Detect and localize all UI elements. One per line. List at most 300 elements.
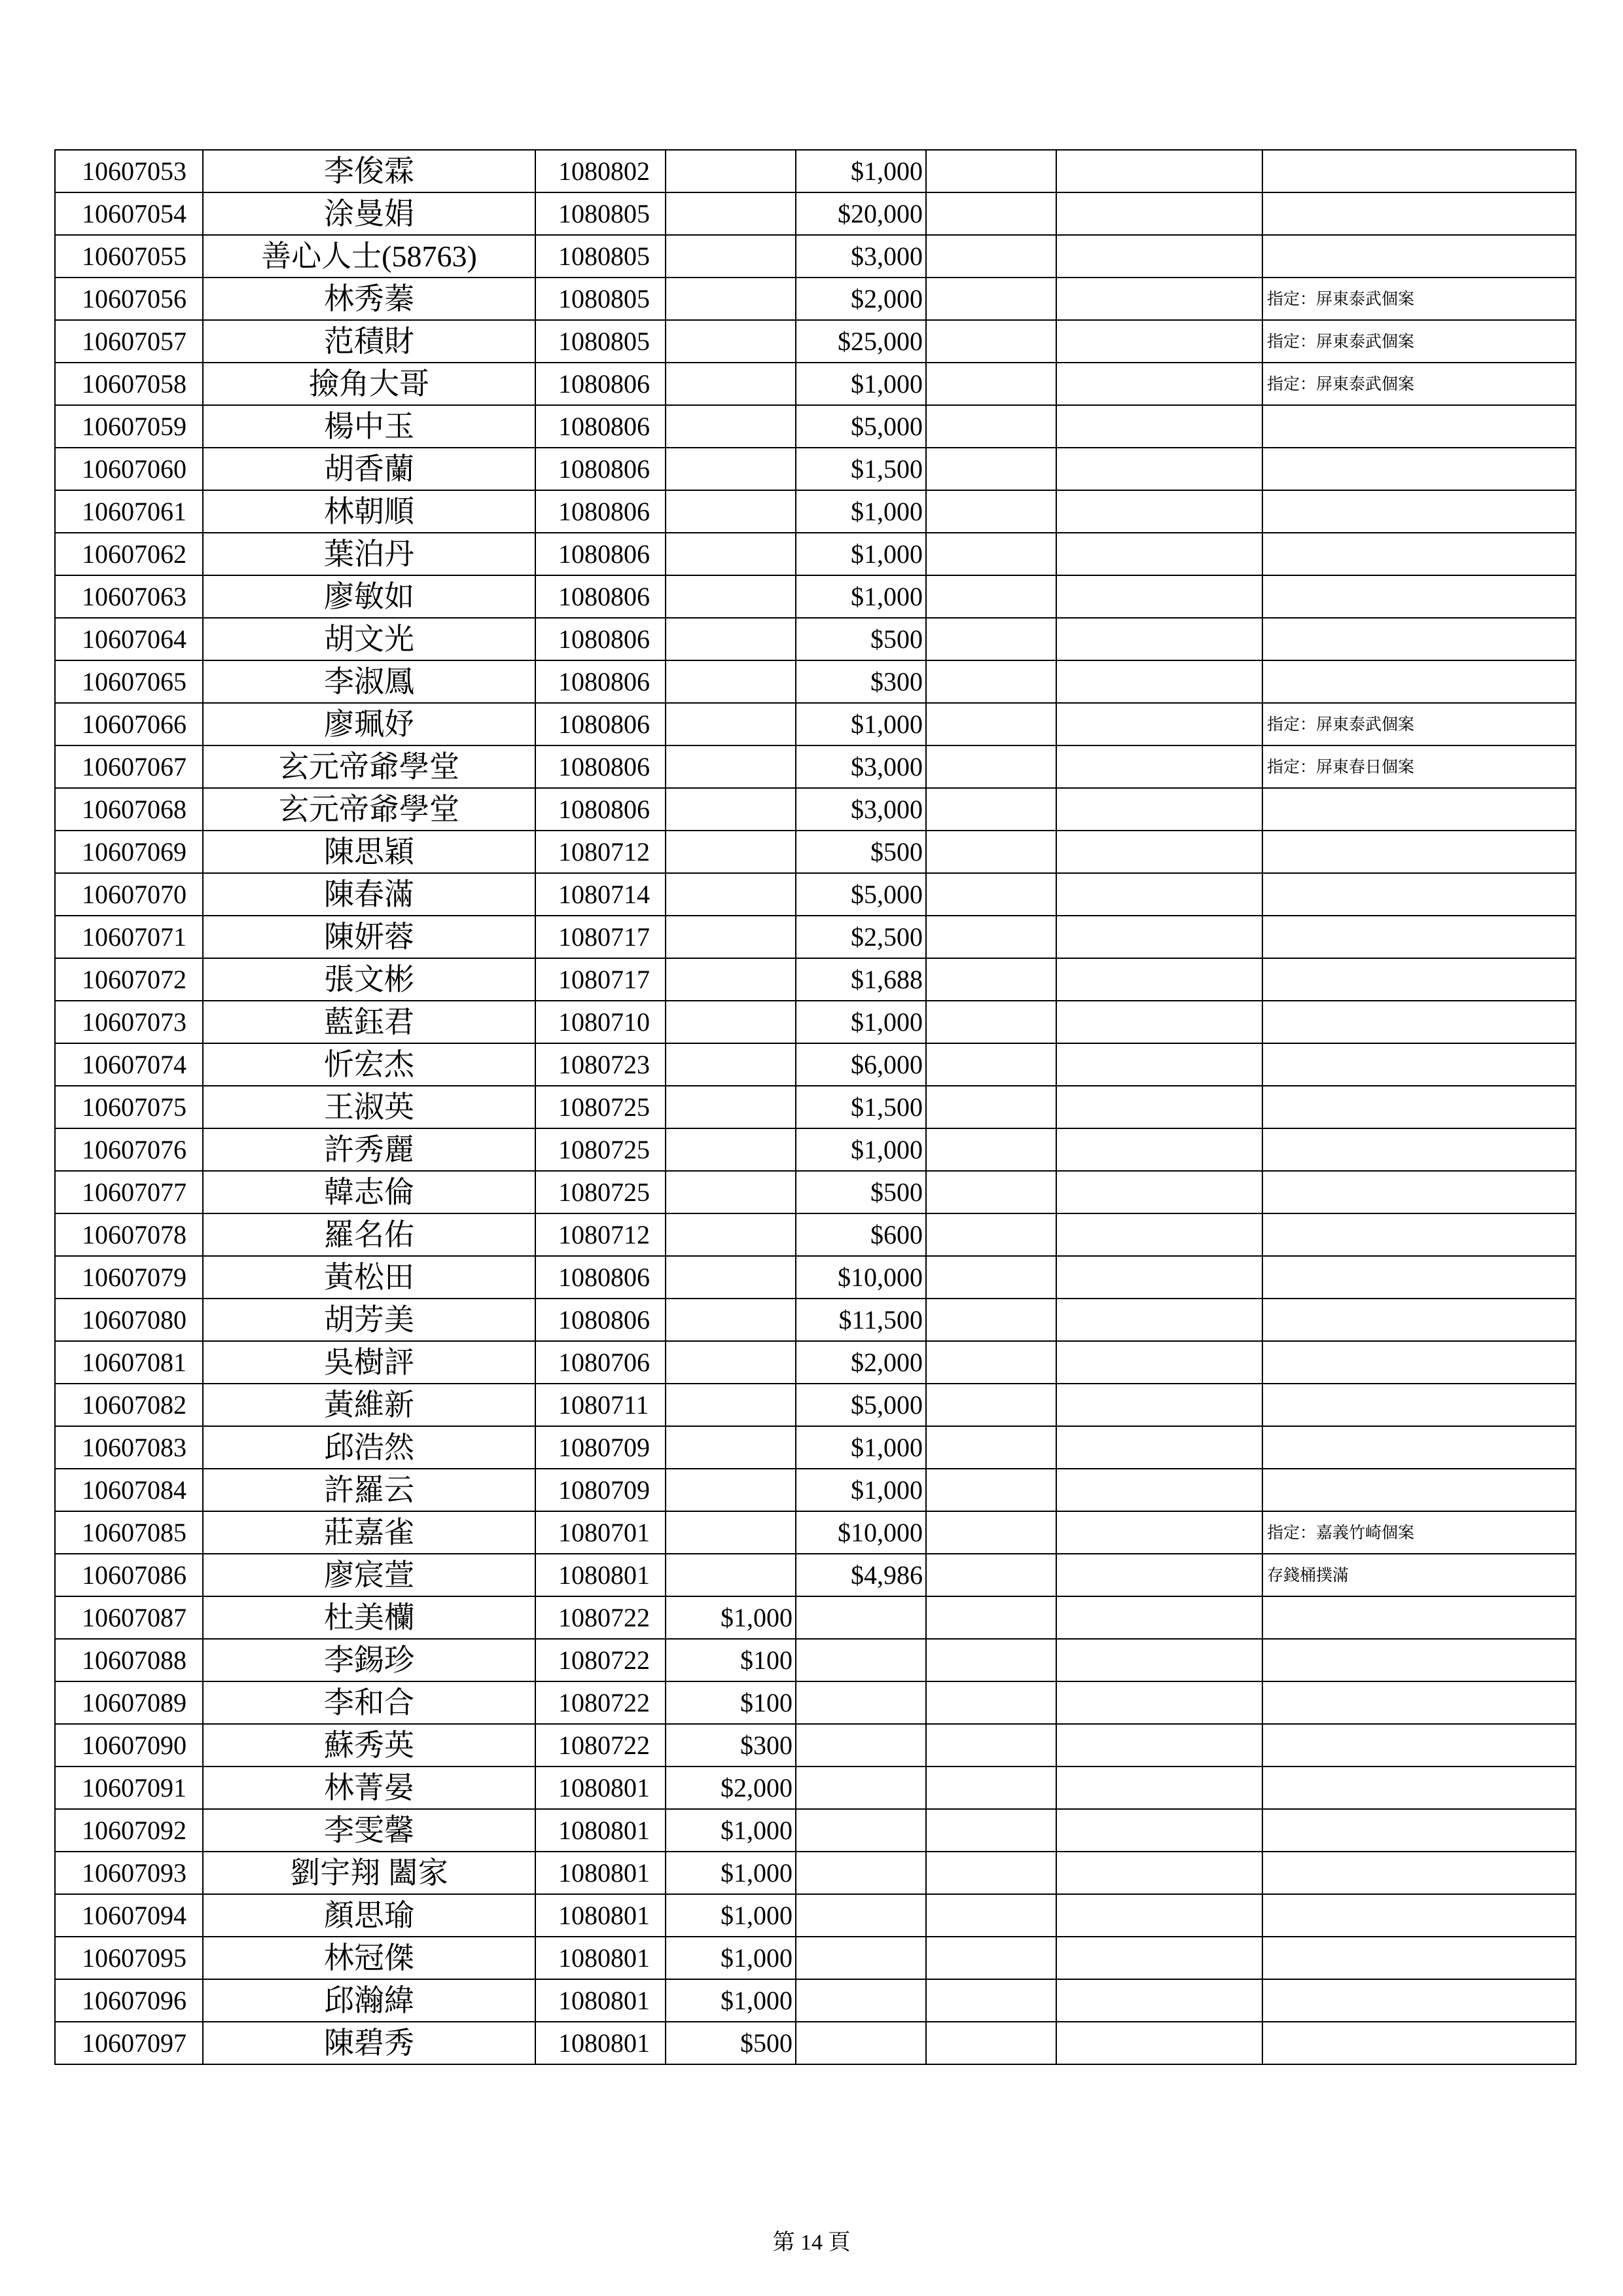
empty-cell [1056, 618, 1262, 660]
receipt-number-cell: 10607063 [55, 575, 203, 618]
note-cell [1262, 831, 1576, 873]
receipt-number-cell: 10607073 [55, 1001, 203, 1043]
amount-cell-b: $1,688 [796, 958, 926, 1001]
empty-cell [1056, 1341, 1262, 1384]
amount-cell-a [666, 788, 796, 831]
receipt-number-cell: 10607091 [55, 1767, 203, 1809]
amount-cell-b [796, 1596, 926, 1639]
amount-cell-a [666, 873, 796, 916]
empty-cell [1056, 831, 1262, 873]
amount-cell-a [666, 192, 796, 235]
donor-name-cell: 忻宏杰 [203, 1043, 535, 1086]
donor-name-cell: 許秀麗 [203, 1128, 535, 1171]
table-row [55, 1171, 1576, 1213]
donation-date-cell: 1080722 [535, 1724, 666, 1767]
receipt-number-cell: 10607064 [55, 618, 203, 660]
donation-date-cell: 1080725 [535, 1171, 666, 1213]
receipt-number-cell: 10607062 [55, 533, 203, 575]
note-cell: 指定：屏東泰武個案 [1262, 320, 1576, 363]
amount-cell-b: $1,000 [796, 1426, 926, 1469]
amount-cell-a [666, 1256, 796, 1299]
empty-cell [926, 703, 1056, 745]
empty-cell [1056, 1469, 1262, 1511]
receipt-number-cell: 10607057 [55, 320, 203, 363]
donation-date-cell: 1080717 [535, 958, 666, 1001]
empty-cell [926, 363, 1056, 405]
receipt-number-cell: 10607065 [55, 660, 203, 703]
receipt-number-cell: 10607090 [55, 1724, 203, 1767]
empty-cell [926, 235, 1056, 278]
empty-cell [926, 745, 1056, 788]
empty-cell [926, 575, 1056, 618]
donation-ledger-table [54, 149, 1577, 2065]
empty-cell [926, 1213, 1056, 1256]
amount-cell-a [666, 1554, 796, 1596]
table-row [55, 1384, 1576, 1426]
receipt-number-cell: 10607069 [55, 831, 203, 873]
amount-cell-a [666, 575, 796, 618]
amount-cell-b: $5,000 [796, 873, 926, 916]
empty-cell [1056, 1299, 1262, 1341]
donation-date-cell: 1080725 [535, 1086, 666, 1128]
table-row [55, 320, 1576, 363]
amount-cell-a: $1,000 [666, 1979, 796, 2022]
table-row [55, 958, 1576, 1001]
receipt-number-cell: 10607067 [55, 745, 203, 788]
donor-name-cell: 廖珮妤 [203, 703, 535, 745]
amount-cell-b [796, 1894, 926, 1937]
note-cell: 指定：屏東春日個案 [1262, 745, 1576, 788]
table-row [55, 1426, 1576, 1469]
receipt-number-cell: 10607072 [55, 958, 203, 1001]
donation-date-cell: 1080801 [535, 1809, 666, 1852]
table-row [55, 405, 1576, 448]
table-row [55, 1001, 1576, 1043]
donor-name-cell: 許羅云 [203, 1469, 535, 1511]
table-row [55, 703, 1576, 745]
donor-name-cell: 廖敏如 [203, 575, 535, 618]
donation-date-cell: 1080701 [535, 1511, 666, 1554]
donation-date-cell: 1080801 [535, 1979, 666, 2022]
table-row [55, 1213, 1576, 1256]
table-row [55, 1809, 1576, 1852]
empty-cell [1056, 1596, 1262, 1639]
note-cell [1262, 575, 1576, 618]
donor-name-cell: 王淑英 [203, 1086, 535, 1128]
donor-name-cell: 玄元帝爺學堂 [203, 788, 535, 831]
donation-date-cell: 1080805 [535, 235, 666, 278]
donor-name-cell: 胡文光 [203, 618, 535, 660]
note-cell [1262, 1852, 1576, 1894]
donor-name-cell: 李淑鳳 [203, 660, 535, 703]
empty-cell [926, 1299, 1056, 1341]
empty-cell [1056, 1809, 1262, 1852]
note-cell: 指定：屏東泰武個案 [1262, 278, 1576, 320]
donation-date-cell: 1080801 [535, 1894, 666, 1937]
empty-cell [926, 1384, 1056, 1426]
note-cell [1262, 1213, 1576, 1256]
amount-cell-b: $300 [796, 660, 926, 703]
empty-cell [1056, 873, 1262, 916]
donation-date-cell: 1080706 [535, 1341, 666, 1384]
donor-name-cell: 藍鈺君 [203, 1001, 535, 1043]
table-row [55, 363, 1576, 405]
amount-cell-b: $1,500 [796, 1086, 926, 1128]
table-row [55, 2022, 1576, 2064]
empty-cell [926, 2022, 1056, 2064]
amount-cell-b: $1,000 [796, 1128, 926, 1171]
donor-name-cell: 羅名佑 [203, 1213, 535, 1256]
donor-name-cell: 善心人士(58763) [203, 235, 535, 278]
note-cell [1262, 150, 1576, 192]
receipt-number-cell: 10607061 [55, 490, 203, 533]
empty-cell [1056, 1511, 1262, 1554]
amount-cell-b: $1,000 [796, 490, 926, 533]
donor-name-cell: 李錫珍 [203, 1639, 535, 1681]
note-cell [1262, 1384, 1576, 1426]
receipt-number-cell: 10607053 [55, 150, 203, 192]
donation-date-cell: 1080801 [535, 1767, 666, 1809]
amount-cell-a [666, 1469, 796, 1511]
table-row [55, 1937, 1576, 1979]
receipt-number-cell: 10607055 [55, 235, 203, 278]
table-row [55, 788, 1576, 831]
donation-date-cell: 1080806 [535, 660, 666, 703]
amount-cell-b [796, 1767, 926, 1809]
empty-cell [926, 405, 1056, 448]
amount-cell-b [796, 1809, 926, 1852]
donor-name-cell: 林秀蓁 [203, 278, 535, 320]
empty-cell [1056, 1681, 1262, 1724]
table-row [55, 1979, 1576, 2022]
empty-cell [926, 150, 1056, 192]
amount-cell-a [666, 745, 796, 788]
receipt-number-cell: 10607058 [55, 363, 203, 405]
empty-cell [926, 1043, 1056, 1086]
amount-cell-a [666, 660, 796, 703]
amount-cell-a [666, 320, 796, 363]
receipt-number-cell: 10607077 [55, 1171, 203, 1213]
donor-name-cell: 胡芳美 [203, 1299, 535, 1341]
donation-date-cell: 1080802 [535, 150, 666, 192]
amount-cell-b: $3,000 [796, 788, 926, 831]
receipt-number-cell: 10607088 [55, 1639, 203, 1681]
amount-cell-b: $1,500 [796, 448, 926, 490]
amount-cell-a [666, 1128, 796, 1171]
donor-name-cell: 林朝順 [203, 490, 535, 533]
note-cell [1262, 1767, 1576, 1809]
note-cell [1262, 1171, 1576, 1213]
empty-cell [926, 1128, 1056, 1171]
table-row [55, 1299, 1576, 1341]
empty-cell [926, 278, 1056, 320]
note-cell [1262, 916, 1576, 958]
receipt-number-cell: 10607087 [55, 1596, 203, 1639]
donor-name-cell: 顏思瑜 [203, 1894, 535, 1937]
amount-cell-b: $10,000 [796, 1256, 926, 1299]
receipt-number-cell: 10607089 [55, 1681, 203, 1724]
amount-cell-b [796, 1681, 926, 1724]
table-row [55, 192, 1576, 235]
donation-date-cell: 1080806 [535, 745, 666, 788]
receipt-number-cell: 10607083 [55, 1426, 203, 1469]
donation-date-cell: 1080801 [535, 2022, 666, 2064]
table-row [55, 575, 1576, 618]
amount-cell-a [666, 490, 796, 533]
note-cell [1262, 1256, 1576, 1299]
empty-cell [1056, 1086, 1262, 1128]
ledger-body [55, 150, 1576, 2064]
donor-name-cell: 林菁晏 [203, 1767, 535, 1809]
note-cell [1262, 958, 1576, 1001]
amount-cell-a [666, 1341, 796, 1384]
amount-cell-b: $10,000 [796, 1511, 926, 1554]
amount-cell-b [796, 1852, 926, 1894]
amount-cell-b: $6,000 [796, 1043, 926, 1086]
donation-date-cell: 1080805 [535, 192, 666, 235]
amount-cell-b [796, 1937, 926, 1979]
amount-cell-a [666, 235, 796, 278]
donation-date-cell: 1080712 [535, 831, 666, 873]
donor-name-cell: 范積財 [203, 320, 535, 363]
donor-name-cell: 楊中玉 [203, 405, 535, 448]
receipt-number-cell: 10607074 [55, 1043, 203, 1086]
receipt-number-cell: 10607078 [55, 1213, 203, 1256]
empty-cell [926, 1256, 1056, 1299]
empty-cell [926, 448, 1056, 490]
donor-name-cell: 陳春滿 [203, 873, 535, 916]
amount-cell-a [666, 1426, 796, 1469]
donation-date-cell: 1080717 [535, 916, 666, 958]
receipt-number-cell: 10607066 [55, 703, 203, 745]
receipt-number-cell: 10607082 [55, 1384, 203, 1426]
donor-name-cell: 撿角大哥 [203, 363, 535, 405]
donation-date-cell: 1080801 [535, 1937, 666, 1979]
empty-cell [926, 1086, 1056, 1128]
empty-cell [926, 788, 1056, 831]
donation-date-cell: 1080723 [535, 1043, 666, 1086]
empty-cell [926, 1511, 1056, 1554]
note-cell [1262, 1043, 1576, 1086]
note-cell: 指定：屏東泰武個案 [1262, 363, 1576, 405]
empty-cell [926, 1171, 1056, 1213]
empty-cell [926, 1639, 1056, 1681]
donor-name-cell: 陳妍蓉 [203, 916, 535, 958]
receipt-number-cell: 10607068 [55, 788, 203, 831]
note-cell [1262, 1086, 1576, 1128]
note-cell [1262, 2022, 1576, 2064]
donor-name-cell: 韓志倫 [203, 1171, 535, 1213]
amount-cell-b: $11,500 [796, 1299, 926, 1341]
empty-cell [1056, 1979, 1262, 2022]
amount-cell-a [666, 363, 796, 405]
amount-cell-a: $500 [666, 2022, 796, 2064]
note-cell [1262, 1299, 1576, 1341]
empty-cell [1056, 1937, 1262, 1979]
receipt-number-cell: 10607086 [55, 1554, 203, 1596]
table-row [55, 618, 1576, 660]
amount-cell-b: $600 [796, 1213, 926, 1256]
donation-date-cell: 1080710 [535, 1001, 666, 1043]
table-row [55, 1681, 1576, 1724]
table-row [55, 1086, 1576, 1128]
empty-cell [1056, 150, 1262, 192]
amount-cell-b: $4,986 [796, 1554, 926, 1596]
empty-cell [926, 1979, 1056, 2022]
page-number: 第 14 頁 [772, 2231, 851, 2255]
donation-date-cell: 1080806 [535, 533, 666, 575]
amount-cell-a: $1,000 [666, 1894, 796, 1937]
empty-cell [926, 916, 1056, 958]
amount-cell-a: $2,000 [666, 1767, 796, 1809]
donation-date-cell: 1080806 [535, 405, 666, 448]
table-row [55, 1341, 1576, 1384]
empty-cell [1056, 448, 1262, 490]
donor-name-cell: 胡香蘭 [203, 448, 535, 490]
donation-date-cell: 1080806 [535, 703, 666, 745]
donation-date-cell: 1080806 [535, 363, 666, 405]
amount-cell-a: $1,000 [666, 1852, 796, 1894]
empty-cell [926, 1681, 1056, 1724]
amount-cell-b: $1,000 [796, 363, 926, 405]
note-cell [1262, 873, 1576, 916]
donor-name-cell: 陳思穎 [203, 831, 535, 873]
table-row [55, 831, 1576, 873]
empty-cell [1056, 916, 1262, 958]
empty-cell [1056, 1384, 1262, 1426]
empty-cell [926, 958, 1056, 1001]
note-cell [1262, 1426, 1576, 1469]
amount-cell-b: $3,000 [796, 235, 926, 278]
donor-name-cell: 廖宸萱 [203, 1554, 535, 1596]
receipt-number-cell: 10607081 [55, 1341, 203, 1384]
empty-cell [926, 192, 1056, 235]
note-cell [1262, 1639, 1576, 1681]
amount-cell-b: $2,500 [796, 916, 926, 958]
empty-cell [926, 1341, 1056, 1384]
amount-cell-a [666, 1001, 796, 1043]
empty-cell [1056, 745, 1262, 788]
receipt-number-cell: 10607084 [55, 1469, 203, 1511]
empty-cell [1056, 703, 1262, 745]
amount-cell-a: $1,000 [666, 1596, 796, 1639]
note-cell [1262, 1341, 1576, 1384]
empty-cell [1056, 192, 1262, 235]
amount-cell-a [666, 1511, 796, 1554]
note-cell [1262, 618, 1576, 660]
amount-cell-b: $1,000 [796, 1001, 926, 1043]
amount-cell-b: $20,000 [796, 192, 926, 235]
table-row [55, 533, 1576, 575]
empty-cell [1056, 1852, 1262, 1894]
amount-cell-b: $500 [796, 831, 926, 873]
amount-cell-b: $2,000 [796, 278, 926, 320]
table-row [55, 1256, 1576, 1299]
amount-cell-a [666, 448, 796, 490]
donation-date-cell: 1080725 [535, 1128, 666, 1171]
donation-date-cell: 1080709 [535, 1469, 666, 1511]
empty-cell [1056, 1128, 1262, 1171]
empty-cell [926, 1767, 1056, 1809]
donation-date-cell: 1080806 [535, 618, 666, 660]
donation-date-cell: 1080806 [535, 788, 666, 831]
amount-cell-a: $100 [666, 1639, 796, 1681]
note-cell [1262, 788, 1576, 831]
note-cell: 指定：屏東泰武個案 [1262, 703, 1576, 745]
empty-cell [1056, 2022, 1262, 2064]
amount-cell-a [666, 405, 796, 448]
receipt-number-cell: 10607079 [55, 1256, 203, 1299]
empty-cell [926, 618, 1056, 660]
amount-cell-a [666, 150, 796, 192]
amount-cell-a: $100 [666, 1681, 796, 1724]
empty-cell [926, 320, 1056, 363]
note-cell [1262, 1937, 1576, 1979]
donor-name-cell: 杜美欗 [203, 1596, 535, 1639]
note-cell: 存錢桶撲滿 [1262, 1554, 1576, 1596]
empty-cell [926, 1724, 1056, 1767]
donation-date-cell: 1080801 [535, 1852, 666, 1894]
amount-cell-a [666, 618, 796, 660]
empty-cell [1056, 1043, 1262, 1086]
empty-cell [1056, 1001, 1262, 1043]
amount-cell-b: $5,000 [796, 1384, 926, 1426]
donor-name-cell: 黃維新 [203, 1384, 535, 1426]
empty-cell [1056, 320, 1262, 363]
donation-date-cell: 1080806 [535, 1256, 666, 1299]
note-cell [1262, 192, 1576, 235]
empty-cell [926, 660, 1056, 703]
empty-cell [1056, 490, 1262, 533]
empty-cell [926, 1426, 1056, 1469]
note-cell [1262, 1596, 1576, 1639]
note-cell [1262, 405, 1576, 448]
empty-cell [1056, 660, 1262, 703]
donation-date-cell: 1080722 [535, 1596, 666, 1639]
empty-cell [1056, 1894, 1262, 1937]
amount-cell-b: $5,000 [796, 405, 926, 448]
empty-cell [926, 533, 1056, 575]
receipt-number-cell: 10607076 [55, 1128, 203, 1171]
amount-cell-b [796, 1639, 926, 1681]
amount-cell-b: $1,000 [796, 533, 926, 575]
amount-cell-b: $1,000 [796, 575, 926, 618]
donation-date-cell: 1080806 [535, 1299, 666, 1341]
note-cell [1262, 1979, 1576, 2022]
receipt-number-cell: 10607094 [55, 1894, 203, 1937]
amount-cell-a [666, 831, 796, 873]
amount-cell-a [666, 1299, 796, 1341]
table-row [55, 448, 1576, 490]
amount-cell-a [666, 958, 796, 1001]
empty-cell [926, 1852, 1056, 1894]
table-row [55, 873, 1576, 916]
donation-date-cell: 1080722 [535, 1639, 666, 1681]
empty-cell [1056, 533, 1262, 575]
donation-date-cell: 1080722 [535, 1681, 666, 1724]
table-row [55, 1469, 1576, 1511]
amount-cell-a: $300 [666, 1724, 796, 1767]
amount-cell-b: $1,000 [796, 703, 926, 745]
donor-name-cell: 林冠傑 [203, 1937, 535, 1979]
donor-name-cell: 涂曼娟 [203, 192, 535, 235]
receipt-number-cell: 10607075 [55, 1086, 203, 1128]
amount-cell-b: $2,000 [796, 1341, 926, 1384]
table-row [55, 1894, 1576, 1937]
note-cell [1262, 660, 1576, 703]
amount-cell-a [666, 703, 796, 745]
donor-name-cell: 陳碧秀 [203, 2022, 535, 2064]
